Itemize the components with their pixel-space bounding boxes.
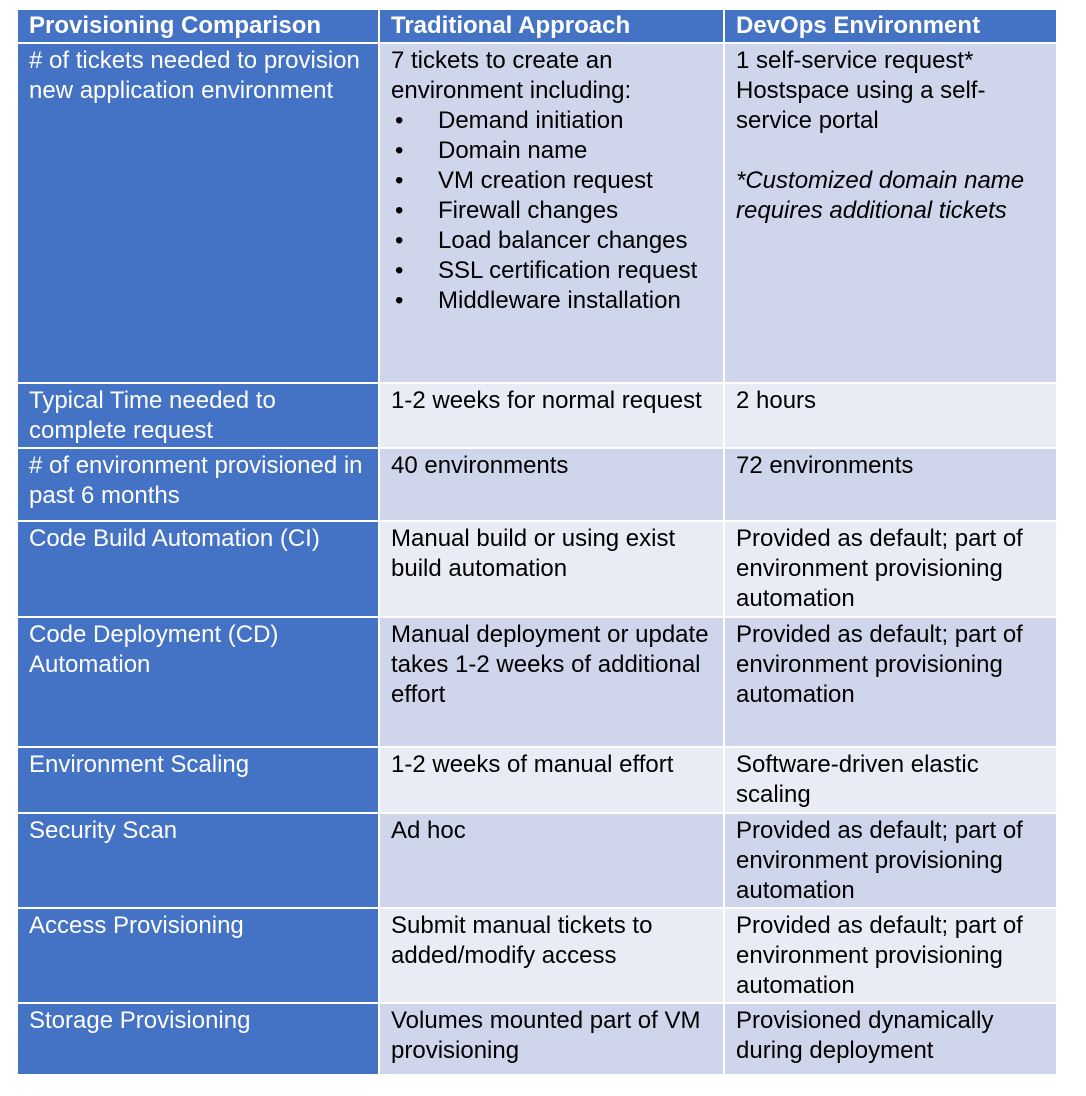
list-item: • SSL certification request	[395, 257, 698, 284]
devops-cell: 72 environments	[724, 448, 1057, 521]
list-item: • Middleware installation	[395, 287, 681, 314]
bullet-icon: •	[395, 167, 404, 194]
bullet-icon: •	[395, 137, 404, 164]
devops-text: 1 self-service request* Hostspace using a self-service portal	[736, 47, 986, 134]
table-row	[17, 521, 1057, 617]
row-label: Typical Time needed to complete request	[17, 383, 379, 448]
row-label: # of environment provisioned in past 6 months	[17, 448, 379, 521]
traditional-intro: 7 tickets to create an environment including:	[391, 47, 632, 104]
traditional-cell: Volumes mounted part of VM provisioning	[379, 1003, 724, 1075]
traditional-cell: 1-2 weeks for normal request	[379, 383, 724, 448]
list-item: • Demand initiation	[395, 107, 624, 134]
row-label: Access Provisioning	[17, 908, 379, 1003]
provisioning-comparison-table	[16, 8, 1058, 1076]
header-devops-environment: DevOps Environment	[724, 9, 1057, 43]
devops-cell: Software-driven elastic scaling	[724, 747, 1057, 813]
table-row	[17, 1003, 1057, 1075]
list-item: • Domain name	[395, 137, 588, 164]
row-label: Security Scan	[17, 813, 379, 908]
bullet-icon: •	[395, 287, 404, 314]
ticket-list	[391, 106, 713, 316]
table-row	[17, 908, 1057, 1003]
bullet-icon: •	[395, 107, 404, 134]
devops-cell: Provisioned dynamically during deployment	[724, 1003, 1057, 1075]
devops-cell: Provided as default; part of environment provisioning automation	[724, 813, 1057, 908]
devops-footnote: *Customized domain name requires additional tickets	[736, 167, 1025, 224]
traditional-cell: 40 environments	[379, 448, 724, 521]
table-row	[17, 617, 1057, 747]
traditional-cell: 1-2 weeks of manual effort	[379, 747, 724, 813]
table-row	[17, 383, 1057, 448]
row-label: # of tickets needed to provision new application environment	[17, 43, 379, 383]
row-label: Storage Provisioning	[17, 1003, 379, 1075]
devops-cell: Provided as default; part of environment provisioning automation	[724, 908, 1057, 1003]
list-item: • VM creation request	[395, 167, 653, 194]
devops-cell	[724, 43, 1057, 383]
table-row	[17, 813, 1057, 908]
table-header-row	[17, 9, 1057, 43]
table-row	[17, 43, 1057, 383]
table-row	[17, 747, 1057, 813]
bullet-icon: •	[395, 257, 404, 284]
devops-cell: Provided as default; part of environment provisioning automation	[724, 617, 1057, 747]
devops-cell: Provided as default; part of environment provisioning automation	[724, 521, 1057, 617]
traditional-cell: Ad hoc	[379, 813, 724, 908]
devops-cell: 2 hours	[724, 383, 1057, 448]
row-label: Code Build Automation (CI)	[17, 521, 379, 617]
bullet-icon: •	[395, 227, 404, 254]
row-label: Environment Scaling	[17, 747, 379, 813]
traditional-cell: Manual deployment or update takes 1-2 weeks of additional effort	[379, 617, 724, 747]
traditional-cell: Manual build or using exist build automation	[379, 521, 724, 617]
bullet-icon: •	[395, 197, 404, 224]
table-row	[17, 448, 1057, 521]
list-item: • Load balancer changes	[395, 227, 688, 254]
header-provisioning-comparison: Provisioning Comparison	[17, 9, 379, 43]
header-traditional-approach: Traditional Approach	[379, 9, 724, 43]
traditional-cell	[379, 43, 724, 383]
row-label: Code Deployment (CD) Automation	[17, 617, 379, 747]
list-item: • Firewall changes	[395, 197, 619, 224]
traditional-cell: Submit manual tickets to added/modify access	[379, 908, 724, 1003]
